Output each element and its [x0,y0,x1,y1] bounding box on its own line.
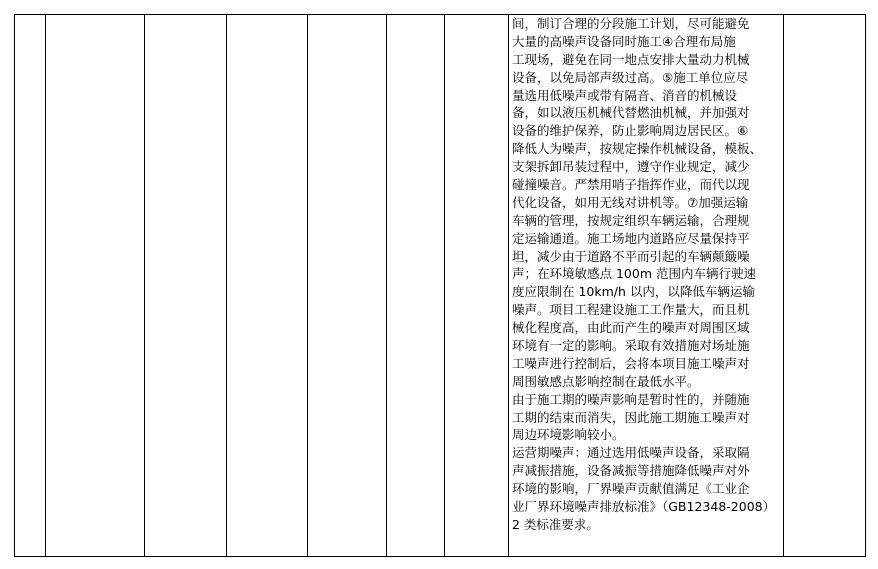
text-line: 械化程度高，由此而产生的噪声对周围区域 [512,320,750,336]
column-divider [783,15,784,556]
text-line: 坦，减少由于道路不平而引起的车辆颠簸噪 [512,248,750,264]
text-line: 设备，以免局部声级过高。⑤施工单位应尽 [512,69,749,85]
text-line: 周围敏感点影响控制在最低水平。 [512,373,700,389]
text-line: 运营期噪声：通过选用低噪声设备，采取隔 [512,445,750,461]
document-table [14,14,866,557]
text-line: 声减振措施，设备减振等措施降低噪声对外 [512,463,750,479]
text-line: 由于施工期的噪声影响是暂时性的，并随施 [512,391,750,407]
text-line: 噪声。项目工程建设施工工作量大，而且机 [512,302,750,318]
text-line: 设备的维护保养，防止影响周边居民区。⑥ [512,123,749,139]
text-line: 度应限制在 10km/h 以内，以降低车辆运输 [512,284,755,300]
text-line: 工噪声进行控制后，会将本项目施工噪声对 [512,355,750,371]
text-line: 量选用低噪声或带有隔音、消音的机械设 [512,87,738,103]
column-divider [444,15,445,556]
text-line: 代化设备，如用无线对讲机等。⑦加强运输 [512,194,749,210]
text-line: 环境有一定的影响。采取有效措施对场址施 [512,338,750,354]
text-line: 大量的高噪声设备同时施工④合理布局施 [512,33,736,49]
text-line: 定运输通道。施工场地内道路应尽量保持平 [512,230,750,246]
text-line: 间，制订合理的分段施工计划，尽可能避免 [512,16,750,31]
column-divider [508,15,509,556]
text-line: 车辆的管理，按规定组织车辆运输，合理规 [512,212,750,228]
column-divider [386,15,387,556]
text-line: 2 类标准要求。 [512,516,599,532]
text-line: 降低人为噪声，按规定操作机械设备，模板、 [512,141,763,157]
column-divider [307,15,308,556]
table-border-left [14,15,15,556]
text-line: 周边环境影响较小。 [512,427,625,443]
column-divider [45,15,46,556]
text-line: 备，如以液压机械代替燃油机械，并加强对 [512,105,750,121]
table-border-right [865,15,866,556]
text-line: 工期的结束而消失，因此施工期施工噪声对 [512,409,750,425]
column-divider [144,15,145,556]
text-line: 碰撞噪音。严禁用哨子指挥作业，而代以现 [512,177,750,193]
text-line: 工现场，避免在同一地点安排大量动力机械 [512,51,750,67]
measures-cell [512,15,782,534]
text-line: 业厂界环境噪声排放标准》（GB12348-2008） [512,499,776,515]
column-divider [226,15,227,556]
text-line: 支架拆卸吊装过程中，遵守作业规定，减少 [512,159,750,175]
text-line: 声；在环境敏感点 100m 范围内车辆行驶速 [512,266,756,282]
text-line: 环境的影响，厂界噪声贡献值满足《工业企 [512,481,750,497]
